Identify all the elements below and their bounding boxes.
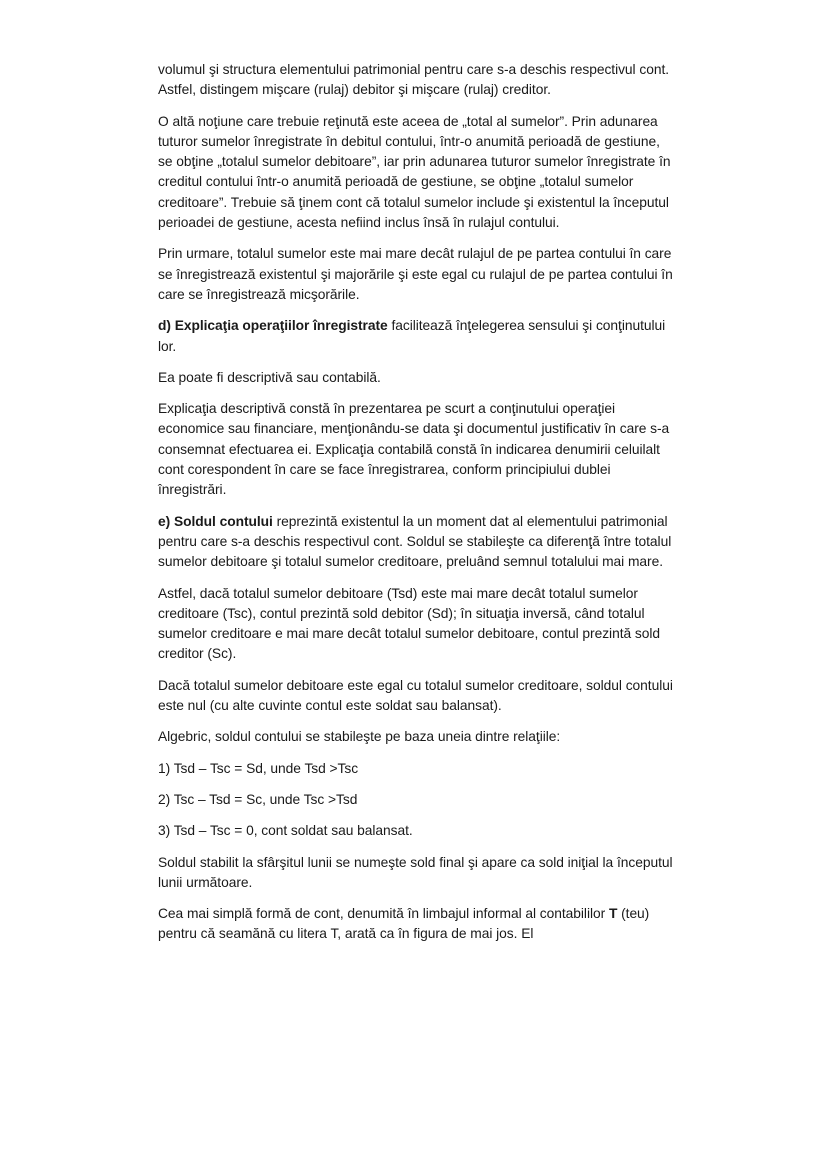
paragraph-total-sumelor: O altă noţiune care trebuie reţinută este aceea de „total al sumelor”. Prin adunarea tuturor sumelor înregistrate în debitul contului, într-o anumită perioadă de gestiune, se obţine „totalul sumelor debitoare”, iar prin adunarea tuturor sumelor înregistrate în creditul contului într-o anumită perioadă de gestiune, se obţine „totalul sumelor creditoare”. Trebuie să ţinem cont că totalul sumelor include şi existentul la începutul perioadei de gestiune, acesta nefiind inclus însă în rulajul contului. bbox=[158, 113, 671, 231]
paragraph-rulaj: volumul şi structura elementului patrimonial pentru care s-a deschis respectivul cont. Astfel, distingem mişcare (rulaj) debitor şi mişcare (rulaj) creditor. bbox=[158, 62, 670, 98]
paragraph-algebric: Algebric, soldul contului se stabileşte pe baza uneia dintre relaţiile: bbox=[158, 729, 561, 745]
formula-3: 3) Tsd – Tsc = 0, cont soldat sau balansat. bbox=[158, 823, 413, 839]
heading-explicatia: d) Explicaţia operaţiilor înregistrate bbox=[158, 318, 388, 334]
paragraph-descriptiva-contabila: Ea poate fi descriptivă sau contabilă. bbox=[158, 369, 381, 385]
paragraph-cont-t-after: (teu) pentru că seamănă cu litera T, arată ca în figura de mai jos. El bbox=[158, 906, 650, 942]
paragraph-astfel: Astfel, dacă totalul sumelor debitoare (Tsd) este mai mare decât totalul sumelor creditoare (Tsc), contul prezintă sold debitor (Sd); în situaţia inversă, când totalul sumelor creditoare e mai mare decât totalul sumelor debitoare, contul prezintă sold creditor (Sc). bbox=[158, 585, 660, 662]
paragraph-soldul bbox=[158, 512, 678, 573]
paragraph-prin-urmare: Prin urmare, totalul sumelor este mai mare decât rulajul de pe partea contului în care se înregistrează existentul şi majorările şi este egal cu rulajul de pe partea contului în care se înregistrează micşorările. bbox=[158, 246, 673, 302]
paragraph-cont-t bbox=[158, 904, 678, 945]
paragraph-explicatia-text: facilitează înţelegerea sensului şi conţinutului lor. bbox=[158, 318, 666, 354]
paragraph-sold-nul: Dacă totalul sumelor debitoare este egal cu totalul sumelor creditoare, soldul contului este nul (cu alte cuvinte contul este soldat sau balansat). bbox=[158, 677, 673, 714]
letter-t: T bbox=[608, 906, 618, 922]
formula-2: 2) Tsc – Tsd = Sc, unde Tsc >Tsd bbox=[158, 791, 358, 807]
paragraph-explicatia-descriptiva: Explicaţia descriptivă constă în prezentarea pe scurt a conţinutului operaţiei economice sau financiare, menţionându-se data şi documentul justificativ în care s-a consemnat efectuarea ei. Explicaţia contabilă constă în indicarea denumirii celuilalt cont corespondent în care se face înregistrarea, conform principiului dublei înregistrări. bbox=[158, 401, 670, 498]
heading-soldul: e) Soldul contului bbox=[158, 513, 273, 529]
paragraph-sold-final: Soldul stabilit la sfârşitul lunii se numeşte sold final şi apare ca sold iniţial la începutul lunii următoare. bbox=[158, 854, 673, 890]
paragraph-explicatia bbox=[158, 316, 678, 357]
paragraph-soldul-text: reprezintă existentul la un moment dat al elementului patrimonial pentru care s-a deschis respectivul cont. Soldul se stabileşte ca diferenţă între totalul sumelor debitoare şi totalul sumelor creditoare, preluând semnul totalului mai mare. bbox=[158, 513, 672, 570]
formula-1: 1) Tsd – Tsc = Sd, unde Tsd >Tsc bbox=[158, 760, 359, 776]
paragraph-cont-t-before: Cea mai simplă formă de cont, denumită în limbajul informal al contabililor bbox=[158, 906, 609, 922]
